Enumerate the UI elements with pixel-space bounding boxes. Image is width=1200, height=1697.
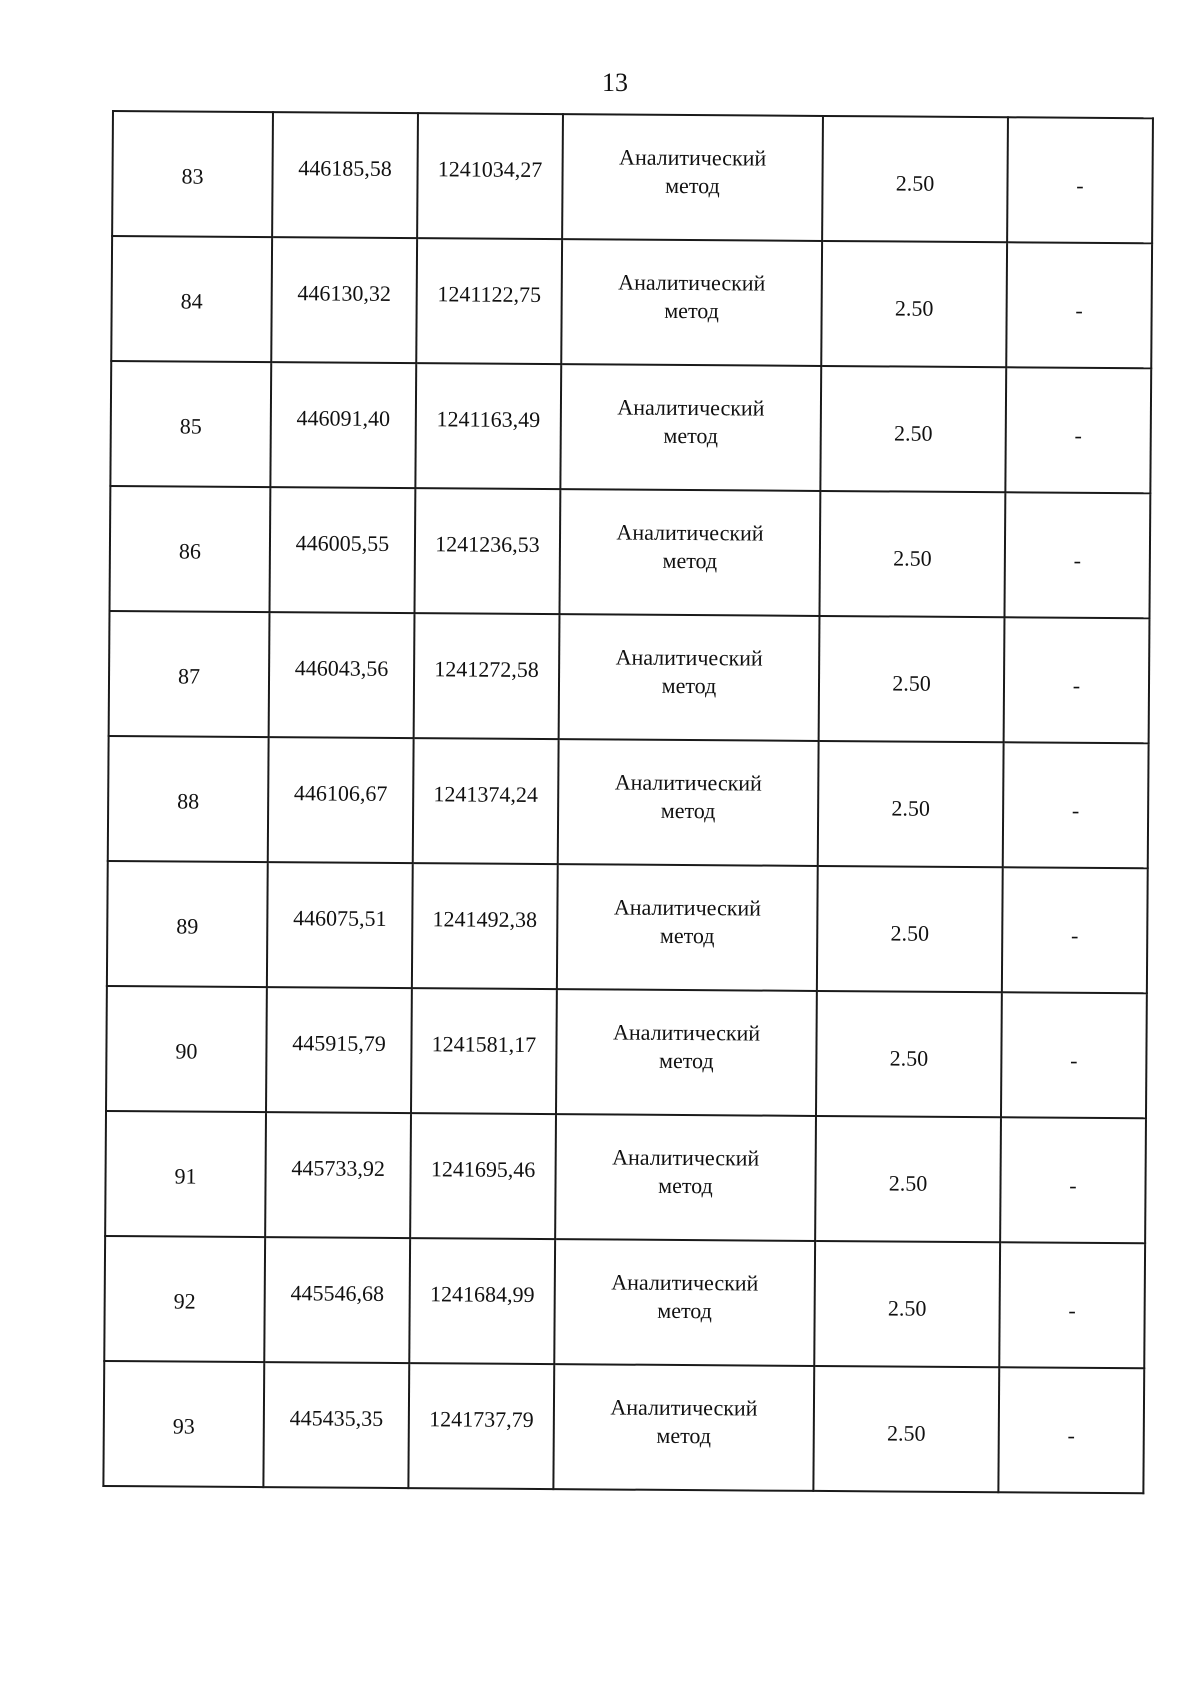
method-line-1: Аналитический: [610, 1394, 758, 1421]
y-coordinate-cell: 1241034,27: [417, 113, 563, 239]
method-line-1: Аналитический: [612, 1019, 761, 1046]
dash-cell: -: [998, 1367, 1144, 1493]
page-number: 13: [602, 68, 628, 97]
method-line-2: метод: [663, 422, 719, 448]
method-line-2: метод: [658, 1172, 713, 1198]
method-cell: [559, 489, 820, 616]
x-coordinate-cell: 446185,58: [272, 112, 418, 238]
method-line-2: метод: [657, 1297, 713, 1323]
method-line-2: метод: [660, 797, 716, 823]
method-line-1: Аналитический: [612, 1144, 760, 1171]
method-cell: [555, 1114, 816, 1241]
method-cell: [561, 239, 822, 366]
method-cell: [559, 614, 820, 741]
x-coordinate-cell: 446130,32: [271, 237, 417, 363]
error-value-cell: 2.50: [817, 866, 1003, 992]
dash-cell: -: [999, 1242, 1145, 1368]
method-cell: [553, 1364, 814, 1491]
dash-cell: -: [1005, 367, 1151, 493]
method-line-1: Аналитический: [611, 1269, 759, 1296]
x-coordinate-cell: 446091,40: [270, 362, 416, 488]
dash-cell: -: [1000, 1117, 1146, 1243]
error-value-cell: 2.50: [818, 741, 1004, 867]
y-coordinate-cell: 1241122,75: [416, 238, 562, 364]
point-number-cell: 89: [107, 861, 268, 987]
point-number-cell: 93: [103, 1361, 264, 1487]
method-line-2: метод: [664, 297, 719, 323]
table-row: [105, 1111, 1146, 1243]
error-value-cell: 2.50: [815, 1116, 1001, 1242]
error-value-cell: 2.50: [819, 491, 1005, 617]
table-row: [111, 236, 1152, 368]
point-number-cell: 87: [109, 611, 270, 737]
table-row: [103, 1361, 1144, 1493]
error-value-cell: 2.50: [819, 616, 1005, 742]
error-value-cell: 2.50: [814, 1241, 1000, 1367]
table-row: [110, 361, 1151, 493]
y-coordinate-cell: 1241684,99: [409, 1238, 555, 1364]
y-coordinate-cell: 1241492,38: [412, 863, 558, 989]
x-coordinate-cell: 445435,35: [263, 1362, 409, 1488]
method-line-1: Аналитический: [615, 644, 763, 671]
dash-cell: -: [1002, 867, 1148, 993]
y-coordinate-cell: 1241236,53: [414, 488, 560, 614]
point-number-cell: 88: [108, 736, 269, 862]
dash-cell: -: [1006, 242, 1152, 368]
error-value-cell: 2.50: [822, 116, 1008, 242]
table-row: [107, 861, 1148, 993]
y-coordinate-cell: 1241737,79: [408, 1363, 554, 1489]
method-line-1: Аналитический: [616, 519, 764, 546]
dash-cell: -: [1007, 117, 1153, 243]
x-coordinate-cell: 446005,55: [269, 487, 415, 613]
point-number-cell: 83: [112, 111, 273, 237]
y-coordinate-cell: 1241272,58: [414, 613, 560, 739]
table-row: [106, 986, 1147, 1118]
table-row: [109, 611, 1150, 743]
method-cell: [562, 114, 823, 241]
dash-cell: -: [1004, 617, 1150, 743]
error-value-cell: 2.50: [816, 991, 1002, 1117]
point-number-cell: 91: [105, 1111, 266, 1237]
point-number-cell: 85: [110, 361, 271, 487]
point-number-cell: 84: [111, 236, 272, 362]
y-coordinate-cell: 1241695,46: [410, 1113, 556, 1239]
method-line-2: метод: [659, 922, 715, 948]
method-line-1: Аналитический: [613, 894, 762, 921]
table-body: [103, 111, 1153, 1493]
method-line-1: Аналитический: [619, 144, 767, 171]
point-number-cell: 92: [104, 1236, 265, 1362]
point-number-cell: 86: [110, 486, 271, 612]
point-number-cell: 90: [106, 986, 267, 1112]
method-line-2: метод: [661, 672, 717, 698]
x-coordinate-cell: 446075,51: [267, 862, 413, 988]
y-coordinate-cell: 1241163,49: [415, 363, 561, 489]
x-coordinate-cell: 445733,92: [265, 1112, 411, 1238]
method-cell: [557, 864, 818, 991]
x-coordinate-cell: 446043,56: [269, 612, 415, 738]
x-coordinate-cell: 446106,67: [268, 737, 414, 863]
table-row: [104, 1236, 1145, 1368]
y-coordinate-cell: 1241581,17: [411, 988, 557, 1114]
y-coordinate-cell: 1241374,24: [413, 738, 559, 864]
x-coordinate-cell: 445546,68: [264, 1237, 410, 1363]
error-value-cell: 2.50: [813, 1366, 999, 1492]
x-coordinate-cell: 445915,79: [266, 987, 412, 1113]
table-row: [108, 736, 1149, 868]
table-row: [112, 111, 1153, 243]
dash-cell: -: [1004, 492, 1150, 618]
method-line-2: метод: [665, 172, 720, 198]
method-line-1: Аналитический: [618, 269, 766, 296]
method-line-2: метод: [662, 547, 718, 573]
method-cell: [558, 739, 819, 866]
dash-cell: -: [1003, 742, 1149, 868]
method-cell: [556, 989, 817, 1116]
method-line-2: метод: [658, 1047, 714, 1073]
method-line-2: метод: [656, 1422, 712, 1448]
method-cell: [554, 1239, 815, 1366]
dash-cell: -: [1001, 992, 1147, 1118]
method-cell: [560, 364, 821, 491]
coordinates-table: [102, 110, 1154, 1494]
error-value-cell: 2.50: [821, 241, 1007, 367]
method-line-1: Аналитический: [614, 769, 762, 796]
method-line-1: Аналитический: [617, 394, 765, 421]
error-value-cell: 2.50: [820, 366, 1006, 492]
table-row: [110, 486, 1151, 618]
